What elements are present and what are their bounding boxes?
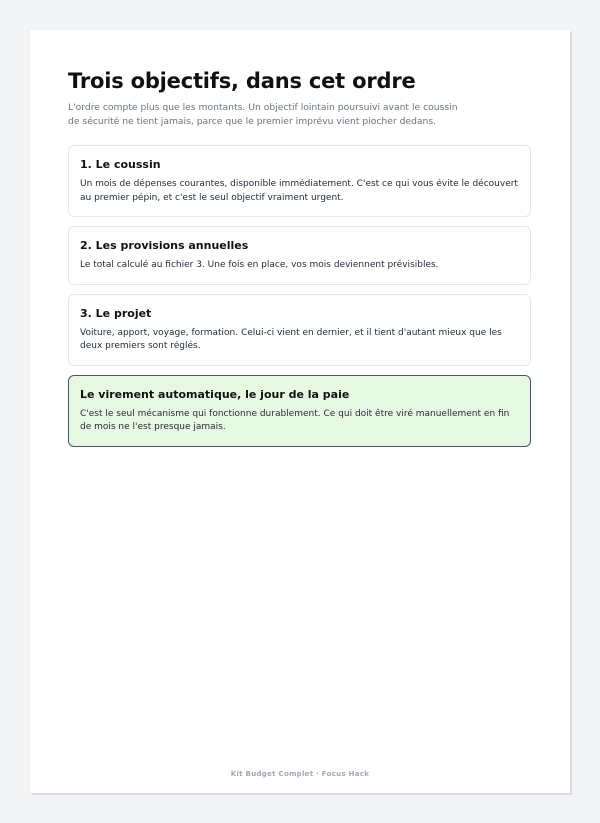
document-page bbox=[30, 30, 570, 793]
objective-description: Un mois de dépenses courantes, disponible immédiatement. C'est ce qui vous évite le découvert au premier pépin, et c'est le seul objectif vraiment urgent. bbox=[80, 179, 518, 203]
objective-description: Le total calculé au fichier 3. Une fois en place, vos mois deviennent prévisibles. bbox=[80, 260, 439, 270]
highlight-callout bbox=[68, 375, 531, 447]
intro-text: L'ordre compte plus que les montants. Un objectif lointain poursuivi avant le coussin de sécurité ne tient jamais, parce que le premier imprévu vient piocher dedans. bbox=[68, 102, 458, 127]
objective-card-provisions bbox=[68, 226, 531, 285]
page-footer: Kit Budget Complet · Focus Hack bbox=[230, 770, 370, 778]
page-content bbox=[68, 68, 531, 456]
objective-title: 1. Le coussin bbox=[80, 158, 161, 171]
objective-card-coussin bbox=[68, 145, 531, 217]
objective-description: Voiture, apport, voyage, formation. Celui-ci vient en dernier, et il tient d'autant mieux que les deux premiers sont réglés. bbox=[80, 327, 502, 351]
page-title: Trois objectifs, dans cet ordre bbox=[68, 69, 416, 93]
objectives-list bbox=[68, 145, 531, 447]
callout-description: C'est le seul mécanisme qui fonctionne durablement. Ce qui doit être viré manuellement en fin de mois ne l'est presque jamais. bbox=[80, 408, 510, 432]
objective-title: 2. Les provisions annuelles bbox=[80, 239, 249, 252]
callout-title: Le virement automatique, le jour de la paie bbox=[80, 387, 350, 401]
objective-title: 3. Le projet bbox=[80, 306, 152, 320]
objective-card-projet bbox=[68, 294, 531, 366]
